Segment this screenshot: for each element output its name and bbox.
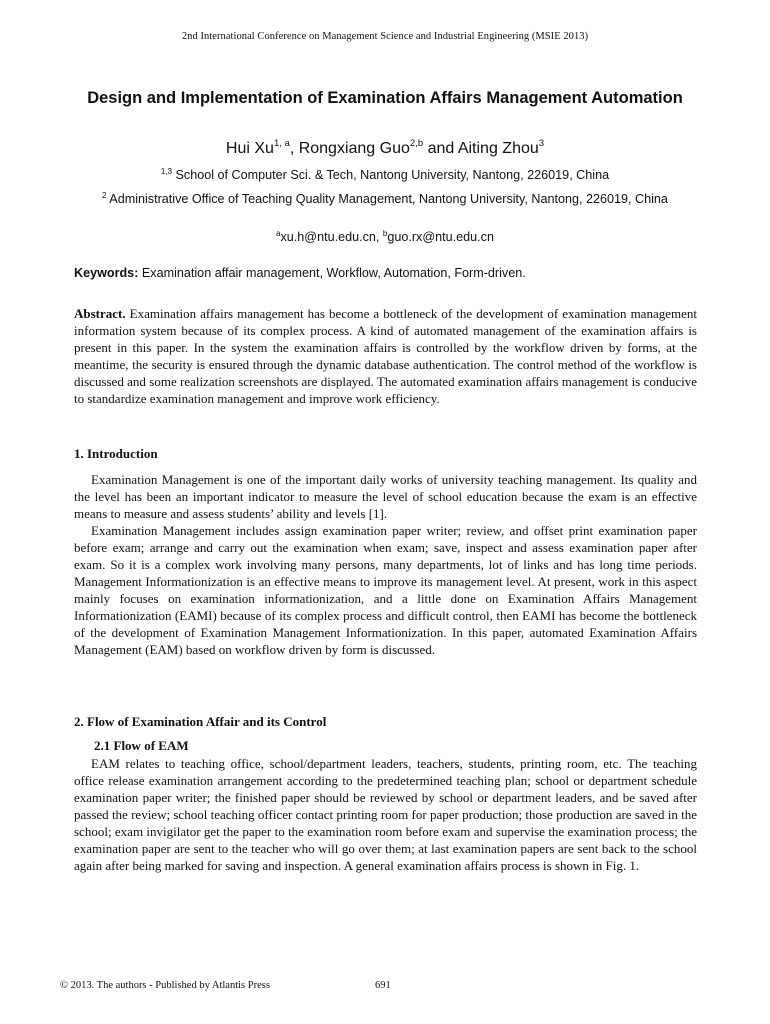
author-line: Hui Xu$^{1, a}$, Rongxiang Guo$^{2,b}$ and Aiting Zhou$^3$ xyxy=(225,138,545,157)
conference-header: 2nd International Conference on Management Science and Industrial Engineering (MSIE 2013) xyxy=(181,31,589,42)
affiliation-text: Administrative Office of Teaching Quality Management, Nantong University, Nantong, 226019, China xyxy=(106,192,668,206)
keywords-label: Keywords: xyxy=(74,266,139,280)
email-line xyxy=(70,229,700,246)
abstract-label: Abstract. xyxy=(74,306,126,321)
paragraph: Examination Management includes assign examination paper writer; review, and offset print examination paper before exam; arrange and carry out the examination when exam; save, inspect and assess examination paper after exam. So it is a complex work involving many persons, many departments, lot of links and has long time periods. Management Informationization is an effective means to improve its management level. At present, work in this aspect mainly focuses on examination informationization, and a little done on Examination Affairs Management Informationization (EAMI) because of its complex process and difficult control, then EAMI has become the bottleneck of the development of Examination Management Informationization. In this paper, automated Examination Affairs Management (EAM) based on workflow driven by form is discussed. xyxy=(74,523,697,657)
section-heading: 2. Flow of Examination Affair and its Control xyxy=(74,714,327,729)
affiliation-text: School of Computer Sci. & Tech, Nantong University, Nantong, 226019, China xyxy=(172,168,610,182)
author-name: Hui Xu xyxy=(225,140,274,157)
paragraph: Examination Management is one of the important daily works of university teaching management. Its quality and the level has been an important indicator to measure the level of school education because the exam is an effective means to measure and assess students’ ability and levels [1]. xyxy=(74,472,697,521)
affiliation-2 xyxy=(70,191,700,208)
keywords xyxy=(74,266,699,280)
subsection-heading: 2.1 Flow of EAM xyxy=(94,738,189,753)
affiliation-1 xyxy=(70,167,700,184)
paper-title: Design and Implementation of Examination Affairs Management Automation xyxy=(87,89,683,107)
abstract xyxy=(74,305,697,407)
section-heading: 1. Introduction xyxy=(74,446,158,461)
page-number: 691 xyxy=(375,980,391,991)
author-superscript: 1, a xyxy=(273,138,290,149)
author-superscript: 3 xyxy=(538,138,545,149)
affiliation-superscript: 1,3 xyxy=(160,167,173,176)
paragraph: EAM relates to teaching office, school/department leaders, teachers, students, printing room, etc. The teaching office release examination arrangement according to the predetermined teaching plan; school or department schedule examination paper writer; the finished paper should be reviewed by school or department leaders, and be saved after passed the review; school teaching officer contact printing room for paper production; those production are saved in the school; exam invigilator get the paper to the examination room before exam and supervise the examination process; the examination paper are sent to the teacher who will go over them; at last examination papers are sent back to the school again after being marked for saving and inspection. A general examination affairs process is shown in Fig. 1. xyxy=(74,756,697,873)
email-link: guo.rx@ntu.edu.cn xyxy=(387,230,494,244)
email-link: xu.h@ntu.edu.cn, xyxy=(280,230,383,244)
email-superscript: a xyxy=(276,229,281,238)
footer-copyright: © 2013. The authors - Published by Atlantis Press xyxy=(60,980,270,991)
introduction-body xyxy=(74,471,697,658)
flow-body xyxy=(74,755,697,874)
email-superscript: b xyxy=(382,229,388,238)
keywords-text: Examination affair management, Workflow, Automation, Form-driven. xyxy=(138,266,526,280)
affiliation-superscript: 2 xyxy=(102,191,107,200)
author-name: Rongxiang Guo xyxy=(298,140,410,157)
author-superscript: 2,b xyxy=(409,138,424,149)
abstract-text: Examination affairs management has become a bottleneck of the development of examination management information system because of its complex process. A kind of automated management of the examination affairs is present in this paper. In the system the examination affairs is controlled by the workflow driven by forms, at the meantime, the security is ensured through the dynamic database authentication. The control method of the workflow is discussed and some realization screenshots are displayed. The automated examination affairs management is conducive to standardize examination management and improve work efficiency. xyxy=(74,306,697,406)
author-name: and Aiting Zhou xyxy=(427,140,539,157)
